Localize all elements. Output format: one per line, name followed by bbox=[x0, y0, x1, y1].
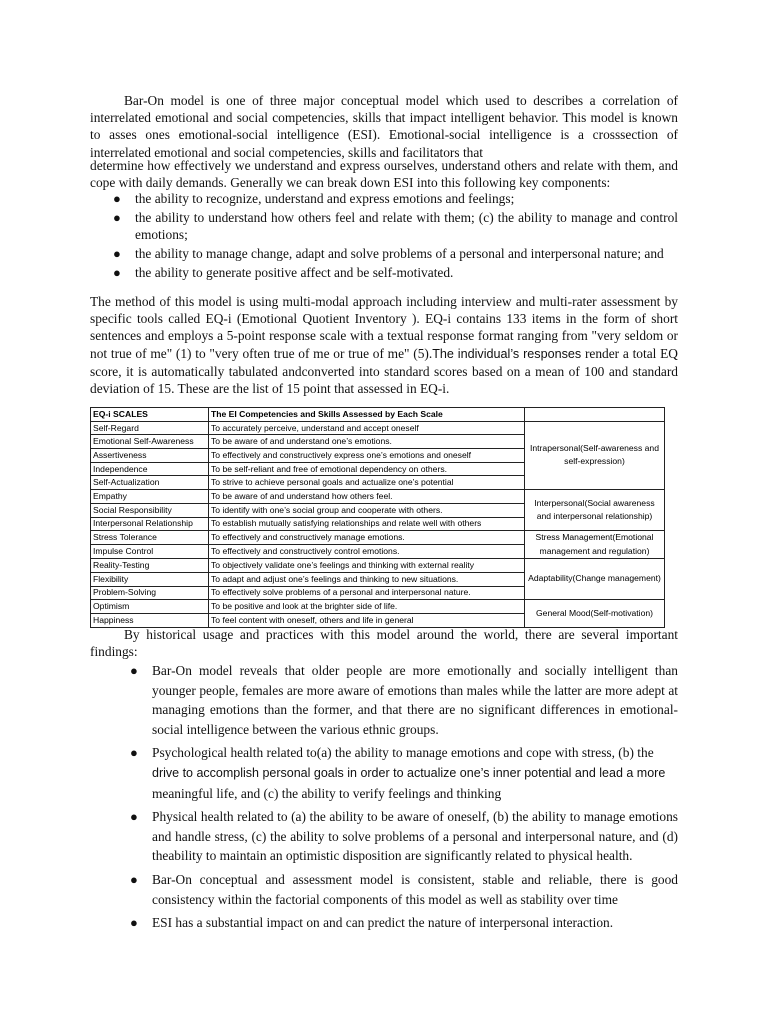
list-item: ● the ability to manage change, adapt and solve problems of a personal and interpersonal nature; and bbox=[113, 246, 664, 262]
table-header-row bbox=[91, 408, 665, 422]
bullet-icon: ● bbox=[113, 265, 121, 281]
table-row: Stress Tolerance To effectively and constructively manage emotions. Stress Management(Emotional management and regulation) bbox=[91, 531, 665, 545]
table-row: Empathy To be aware of and understand how others feel. Interpersonal(Social awareness and interpersonal relationship) bbox=[91, 490, 665, 504]
components-list bbox=[113, 190, 678, 283]
list-item: ● Physical health related to (a) the ability to be aware of oneself, (b) the ability to manage emotions and handle stress, (c) the ability to solve problems of a personal and interpersonal nature, and (d) theability to maintain an optimistic disposition are significantly related to physical health. bbox=[130, 809, 678, 864]
table-row: Reality-Testing To objectively validate one’s feelings and thinking with external reality Adaptability(Change management) bbox=[91, 559, 665, 573]
table-header-scales: EQ-i SCALES bbox=[91, 408, 209, 422]
group-general-mood: General Mood(Self-motivation) bbox=[525, 600, 665, 627]
table-row: Self-Regard To accurately perceive, understand and accept oneself Intrapersonal(Self-awareness and self-expression) bbox=[91, 421, 665, 435]
list-item: ● ESI has a substantial impact on and can predict the nature of interpersonal interaction. bbox=[152, 913, 678, 933]
table-row: Flexibility To adapt and adjust one’s feelings and thinking to new situations. bbox=[91, 572, 665, 586]
bullet-icon: ● bbox=[113, 191, 121, 206]
intro-paragraph bbox=[90, 92, 678, 161]
bullet-icon: ● bbox=[130, 663, 138, 678]
findings-intro: By historical usage and practices with this model around the world, there are several important findings: bbox=[90, 627, 678, 660]
intro-paragraph-text: Bar-On model is one of three major conceptual model which used to describes a correlation of interrelated emotional and social competencies, skills that impact intelligent behavior. This model is known to asses ones emotional-social intelligence (ESI). Emotional-social intelligence is a crosssection of interrelated emotional and social competencies, skills and facilitators that bbox=[90, 93, 678, 160]
table-header-blank bbox=[525, 408, 665, 422]
list-item: ● the ability to recognize, understand and express emotions and feelings; bbox=[113, 191, 515, 206]
table-row: Problem-Solving To effectively solve problems of a personal and interpersonal nature. bbox=[91, 586, 665, 600]
table-row: Interpersonal Relationship To establish mutually satisfying relationships and relate well with others bbox=[91, 517, 665, 531]
method-paragraph: The method of this model is using multi-modal approach including interview and multi-rater assessment by specific tools called EQ-i (Emotional Quotient Inventory ). EQ-i contains 133 items in the form of short sentences and employs a 5-point response scale with a textual response format ranging from "very seldom or not true of me" (1) to "very often true of me or true of me" (5).The individual’s responses render a total EQ score, it is automatically tabulated andconverted into standard scores based on a mean of 100 and standard deviation of 15. These are the list of 15 point that assessed in EQ-i. bbox=[90, 294, 678, 397]
eq-i-scales-table bbox=[90, 407, 665, 628]
list-item: ● Bar-On conceptual and assessment model is consistent, stable and reliable, there is good consistency within the factorial components of this model as well as stability over time bbox=[130, 871, 678, 907]
table-row: Independence To be self-reliant and free of emotional dependency on others. bbox=[91, 462, 665, 476]
bullet-icon: ● bbox=[130, 745, 138, 761]
table-row: Assertiveness To effectively and constructively express one’s emotions and oneself bbox=[91, 449, 665, 463]
bullet-icon: ● bbox=[113, 210, 121, 225]
findings-list bbox=[130, 661, 678, 937]
group-intrapersonal: Intrapersonal(Self-awareness and self-expression) bbox=[525, 421, 665, 489]
bullet-icon: ● bbox=[130, 915, 138, 931]
table-row: Happiness To feel content with oneself, others and life in general bbox=[91, 613, 665, 627]
table-row: Impulse Control To effectively and constructively control emotions. bbox=[91, 545, 665, 559]
group-interpersonal: Interpersonal(Social awareness and interpersonal relationship) bbox=[525, 490, 665, 531]
table-row: Social Responsibility To identify with one’s social group and cooperate with others. bbox=[91, 503, 665, 517]
intro-paragraph-continued: determine how effectively we understand and express ourselves, understand others and relate with them, and cope with daily demands. Generally we can break down ESI into this following key components: bbox=[90, 158, 678, 191]
table-row: Emotional Self-Awareness To be aware of and understand one’s emotions. bbox=[91, 435, 665, 449]
list-item: ● the ability to generate positive affect and be self-motivated. bbox=[113, 265, 454, 281]
group-stress-management: Stress Management(Emotional management and regulation) bbox=[525, 531, 665, 559]
table-row: Optimism To be positive and look at the brighter side of life. General Mood(Self-motivation) bbox=[91, 600, 665, 614]
bullet-icon: ● bbox=[130, 871, 138, 887]
table-header-competencies: The EI Competencies and Skills Assessed by Each Scale bbox=[209, 408, 525, 422]
list-item: ● Psychological health related to(a) the ability to manage emotions and cope with stress, (b) the drive to accomplish personal goals in order to actualize one’s inner potential and lead a more meaningful life, and (c) the ability to verify feelings and thinking bbox=[130, 745, 666, 801]
bullet-icon: ● bbox=[130, 809, 138, 825]
group-adaptability: Adaptability(Change management) bbox=[525, 559, 665, 600]
list-item: ● Bar-On model reveals that older people are more emotionally and socially intelligent than younger people, females are more aware of emotions than males while the latter are more adept at managing emotions than the former, and that there are no significant differences in emotional-social intelligence between the various ethnic groups. bbox=[130, 663, 678, 737]
list-item: ● the ability to understand how others feel and relate with them; (c) the ability to manage and control emotions; bbox=[113, 210, 678, 243]
table-row: Self-Actualization To strive to achieve personal goals and actualize one’s potential bbox=[91, 476, 665, 490]
bullet-icon: ● bbox=[113, 246, 121, 262]
